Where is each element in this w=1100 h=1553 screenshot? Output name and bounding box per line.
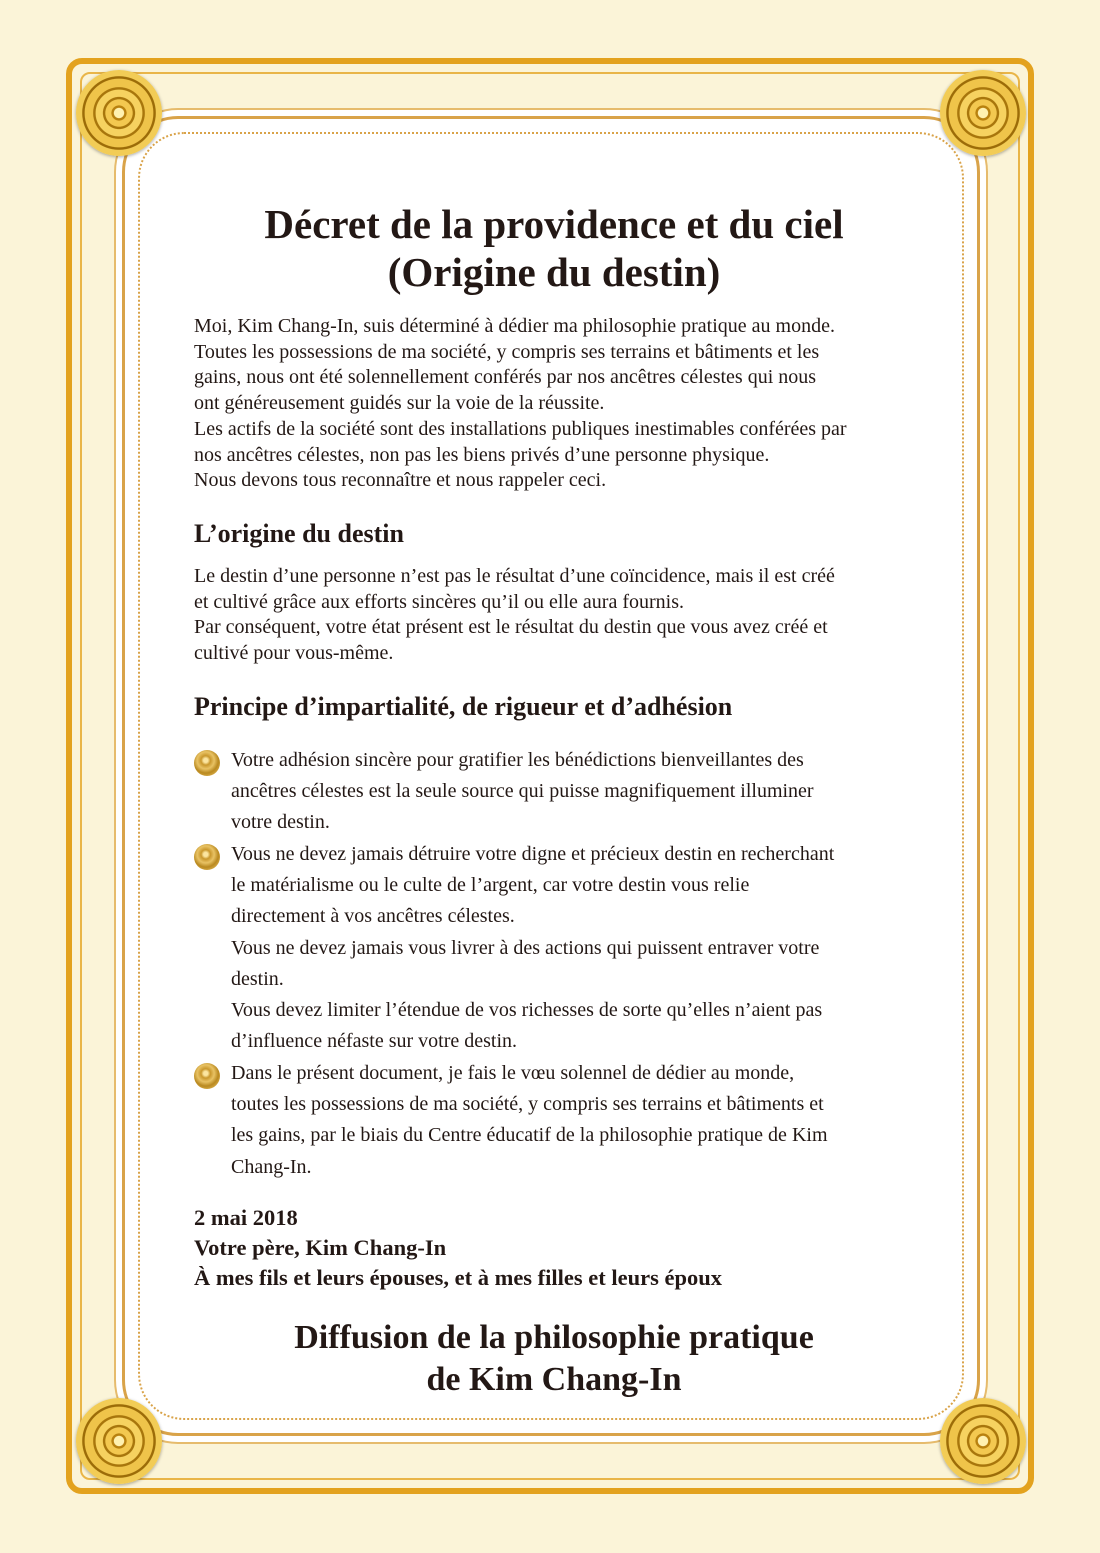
text-line: Le destin d’une personne n’est pas le résultat d’une coïncidence, mais il est créé [194, 564, 835, 587]
text-line: Vous ne devez jamais détruire votre digne et précieux destin en recherchant [231, 842, 835, 865]
principle-list [194, 745, 914, 1183]
gold-medallion-icon [940, 70, 1026, 156]
text-line: Chang-In. [231, 1155, 312, 1178]
text-line: gains, nous ont été solennellement conférés par nos ancêtres célestes qui nous [194, 366, 817, 389]
text-line: Toutes les possessions de ma société, y compris ses terrains et bâtiments et les [194, 340, 820, 363]
footer-title [174, 1317, 934, 1401]
text-line: Votre adhésion sincère pour gratifier les bénédictions bienveillantes des [231, 748, 804, 771]
text-line: Par conséquent, votre état présent est le résultat du destin que vous avez créé et [194, 616, 828, 639]
text-line: les gains, par le biais du Centre éducatif de la philosophie pratique de Kim [231, 1124, 828, 1147]
text-line: votre destin. [231, 811, 330, 834]
text-line: et cultivé grâce aux efforts sincères qu’il ou elle aura fournis. [194, 590, 684, 613]
text-line: Les actifs de la société sont des installations publiques inestimables conférées par [194, 417, 847, 440]
document-content [194, 200, 914, 1401]
text-line: directement à vos ancêtres célestes. [231, 905, 515, 928]
text-line: Nous devons tous reconnaître et nous rappeler ceci. [194, 469, 607, 492]
signature-block [194, 1203, 914, 1293]
gold-medallion-icon [76, 70, 162, 156]
text-line: d’influence néfaste sur votre destin. [231, 1030, 518, 1053]
text-line: toutes les possessions de ma société, y compris ses terrains et bâtiments et [231, 1093, 824, 1115]
gold-disc-icon [194, 844, 220, 870]
text-line: Dans le présent document, je fais le vœu solennel de dédier au monde, [231, 1061, 795, 1084]
text-line: Moi, Kim Chang-In, suis déterminé à dédier ma philosophie pratique au monde. [194, 315, 835, 337]
gold-medallion-icon [940, 1398, 1026, 1484]
list-item [194, 1058, 914, 1183]
section-heading-origin: L’origine du destin [194, 518, 404, 548]
list-item [194, 745, 914, 839]
title-line: (Origine du destin) [387, 249, 721, 295]
text-line: nos ancêtres célestes, non pas les biens privés d’une personne physique. [194, 443, 770, 466]
gold-medallion-icon [76, 1398, 162, 1484]
origin-paragraph [194, 564, 914, 667]
text-line: Vous devez limiter l’étendue de vos richesses de sorte qu’elles n’aient pas [231, 999, 823, 1022]
gold-disc-icon [194, 750, 220, 776]
footer-line: Diffusion de la philosophie pratique [294, 1318, 814, 1356]
text-line: Vous ne devez jamais vous livrer à des actions qui puissent entraver votre [231, 936, 820, 959]
text-line: ont généreusement guidés sur la voie de la réussite. [194, 392, 605, 415]
text-line: destin. [231, 967, 284, 990]
text-line: le matérialisme ou le culte de l’argent, car votre destin vous relie [231, 873, 750, 896]
document-title [174, 200, 934, 296]
intro-paragraph [194, 314, 914, 494]
list-item [194, 839, 914, 1058]
text-line: ancêtres célestes est la seule source qui puisse magnifiquement illuminer [231, 780, 814, 803]
title-line: Décret de la providence et du ciel [264, 201, 844, 247]
signature-author: Votre père, Kim Chang-In [194, 1234, 447, 1260]
signature-date: 2 mai 2018 [194, 1204, 298, 1230]
gold-disc-icon [194, 1063, 220, 1089]
footer-line: de Kim Chang-In [426, 1360, 682, 1398]
section-heading-principle: Principe d’impartialité, de rigueur et d’adhésion [194, 691, 733, 721]
text-line: cultivé pour vous-même. [194, 642, 394, 665]
signature-recipients: À mes fils et leurs épouses, et à mes filles et leurs époux [194, 1264, 723, 1290]
